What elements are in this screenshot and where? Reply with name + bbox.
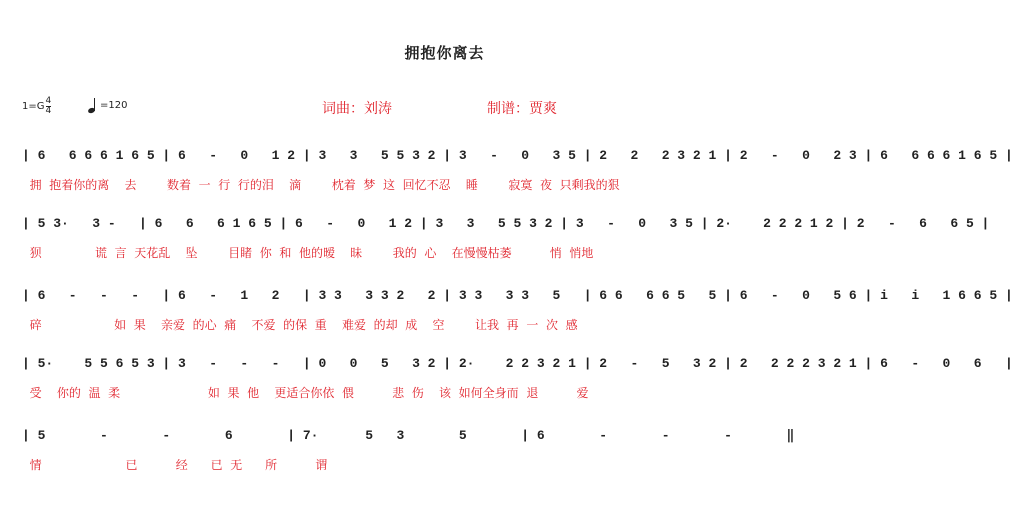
lyrics-music-credit: 词曲：刘涛 (322, 101, 392, 117)
song-title: 拥抱你离去 (404, 44, 485, 62)
time-signature (46, 97, 52, 116)
lyrics-row: 狈 谎 言 天花乱 坠 目睹 你 和 他的暧 昧 我的 心 在慢慢枯萎 悄 悄地 (22, 246, 594, 260)
key-signature (22, 97, 51, 116)
notes-row: | 6 6 6 6 1 6 5 | 6 - 0 1 2 | 3 3 5 5 3 2 | 3 - 0 3 5 | 2 2 2 3 2 1 | 2 - 0 2 3 | 6 6 6 6 1 6 5 | (22, 148, 1013, 163)
tempo-value: =120 (100, 99, 128, 111)
score-line-4 (0, 356, 1013, 436)
lyrics-row: 拥 抱着你的离 去 数着 一 行 行的泪 滴 枕着 梦 这 回忆不忍 睡 寂寞 夜 只剩我的狠 (22, 178, 620, 192)
quarter-note-icon (88, 97, 98, 113)
key-label: 1=G (22, 101, 45, 112)
time-bottom: 4 (45, 106, 52, 116)
lyrics-row: 受 你的 温 柔 如 果 他 更适合你依 偎 悲 伤 该 如何全身而 退 爱 (22, 386, 589, 400)
notes-row: | 5 - - 6 | 7· 5 3 5 | 6 - - - ‖ (22, 428, 795, 443)
tempo-marking (88, 97, 127, 113)
arranger-credit: 制谱：贾爽 (487, 101, 557, 117)
notes-row: | 6 - - - | 6 - 1 2 | 3 3 3 3 2 2 | 3 3 3 3 5 | 6 6 6 6 5 5 | 6 - 0 5 6 | i i 1 6 6 5 | (22, 288, 1013, 303)
lyrics-row: 碎 如 果 亲爱 的心 痛 不爱 的保 重 难爱 的却 成 空 让我 再 一 次 感 (22, 318, 578, 332)
notes-row: | 5 3· 3 - | 6 6 6 1 6 5 | 6 - 0 1 2 | 3 3 5 5 3 2 | 3 - 0 3 5 | 2· 2 2 2 1 2 | 2 - 6 6 5 | (22, 216, 990, 231)
lyrics-row: 情 已 经 已 无 所 谓 (22, 458, 328, 472)
notes-row: | 5· 5 5 6 5 3 | 3 - - - | 0 0 5 3 2 | 2· 2 2 3 2 1 | 2 - 5 3 2 | 2 2 2 2 3 2 1 | 6 - 0 6 | (22, 356, 1013, 371)
time-top: 4 (45, 96, 52, 106)
score-line-5 (0, 428, 889, 508)
